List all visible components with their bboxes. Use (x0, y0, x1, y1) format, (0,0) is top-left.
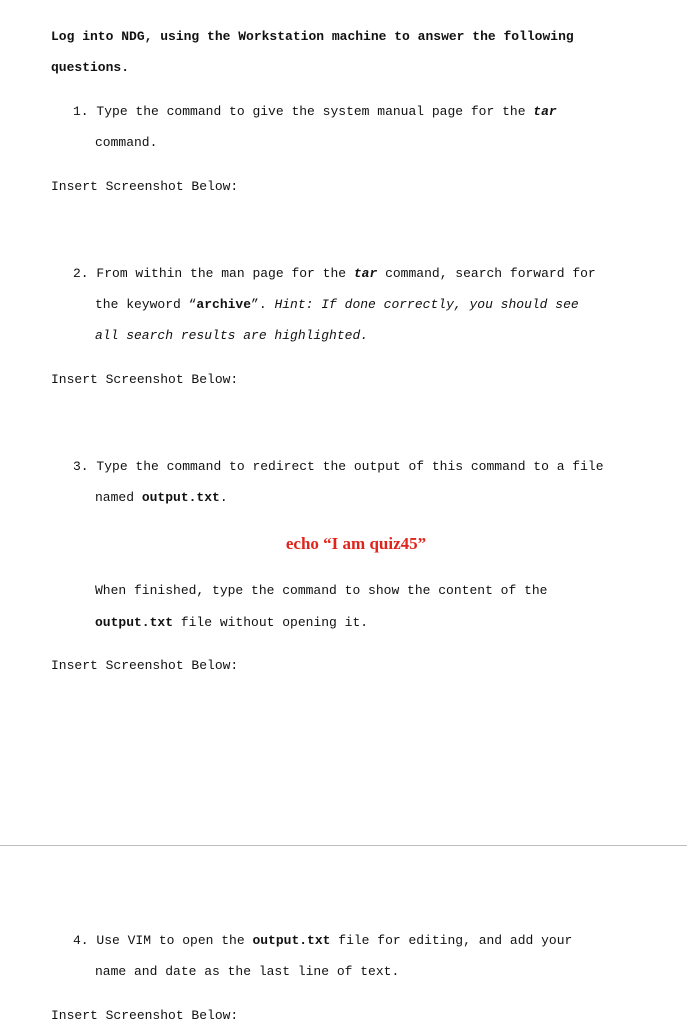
question-2-hint: Hint: If done correctly, you should see (274, 297, 579, 312)
question-4-text-a: Use VIM to open the (96, 933, 253, 948)
question-3-line-4 (95, 615, 368, 631)
intro-line-1: Log into NDG, using the Workstation machine to answer the following (51, 29, 574, 44)
question-3-line-2 (95, 490, 228, 506)
echo-command: echo “I am quiz45” (285, 534, 427, 553)
question-3-text: Type the command to redirect the output of this command to a file (96, 459, 604, 474)
question-4-line-2: name and date as the last line of text. (95, 964, 400, 979)
question-1-tar: tar (533, 104, 557, 119)
question-4-filename: output.txt (252, 933, 331, 948)
insert-screenshot-label-4: Insert Screenshot Below: (51, 1008, 239, 1023)
question-1-number: 1. (73, 104, 89, 119)
question-4-line-1 (73, 933, 572, 949)
page-divider (0, 845, 687, 846)
question-2-line-2 (95, 297, 579, 313)
insert-screenshot-label-1: Insert Screenshot Below: (51, 179, 239, 194)
question-4-number: 4. (73, 933, 89, 948)
question-2-archive: archive (196, 297, 252, 312)
insert-screenshot-label-2: Insert Screenshot Below: (51, 372, 239, 387)
question-2-text-c: command, search forward for (377, 266, 596, 281)
question-1-text: Type the command to give the system manual page for the (96, 104, 534, 119)
intro-line-2: questions. (51, 60, 130, 75)
question-3-line-3: When finished, type the command to show the content of the (95, 583, 548, 598)
question-2-text-f: ”. (251, 297, 275, 312)
question-1-line-1 (73, 104, 557, 120)
question-3-filename: output.txt (141, 490, 220, 505)
question-4-text-c: file for editing, and add your (330, 933, 573, 948)
question-3-text-c: . (219, 490, 228, 505)
question-2-line-1 (73, 266, 596, 282)
question-3-text-a: named (95, 490, 142, 505)
question-2-tar: tar (353, 266, 378, 281)
question-3-filename-2: output.txt (95, 615, 174, 630)
question-3-line-1 (73, 459, 604, 475)
question-3-number: 3. (73, 459, 89, 474)
question-2-text-a: From within the man page for the (96, 266, 354, 281)
question-2-number: 2. (73, 266, 89, 281)
question-1-line-2: command. (95, 135, 158, 150)
question-2-text-d: the keyword “ (95, 297, 197, 312)
question-2-line-3: all search results are highlighted. (95, 328, 369, 343)
insert-screenshot-label-3: Insert Screenshot Below: (51, 658, 239, 673)
question-3-text-e: file without opening it. (173, 615, 369, 630)
